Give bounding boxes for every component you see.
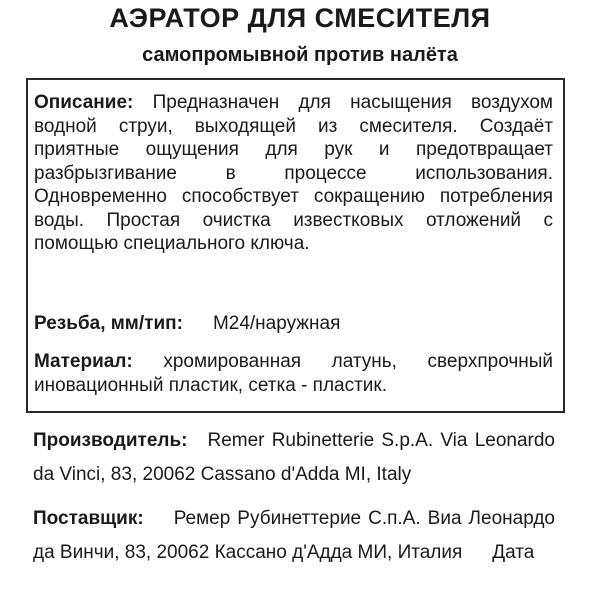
thread-value: М24/наружная [212,313,341,334]
manufacturer-label: Производитель: [33,430,188,451]
spec-box [26,78,565,413]
manufacturer-row [33,424,555,492]
material-row [34,350,553,397]
description-label: Описание: [34,92,134,113]
supplier-label: Поставщик: [33,508,144,529]
product-subtitle: самопромывной против налёта [142,44,458,66]
product-title: АЭРАТОР ДЛЯ СМЕСИТЕЛЯ [109,3,491,33]
thread-label: Резьба, мм/тип: [34,313,183,334]
material-value: хромированная латунь, сверхпрочный иновационный пластик, сетка - пластик. [34,351,553,396]
description-row [34,91,553,256]
material-label: Материал: [34,351,133,372]
supplier-row [33,502,555,570]
supplier-value: Ремер Рубинеттерие С.п.А. Виа Леонардо да Винчи, 83, 20062 Кассано д'Адда МИ, Италия [33,508,555,563]
thread-row [34,312,553,336]
date-label: Дата [492,542,535,563]
description-text: Предназначен для насыщения воздухом водной струи, выходящей из смесителя. Создаёт приятные ощущения для рук и предотвращает разбрызгивание в процессе использования. Одновременно способствует сокращению потребления воды. Простая очистка известковых отложений с помощью специального ключа. [34,92,553,254]
manufacturer-value: Remer Rubinetterie S.p.A. Via Leonardo da Vinci, 83, 20062 Cassano d'Adda MI, Italy [33,430,555,485]
